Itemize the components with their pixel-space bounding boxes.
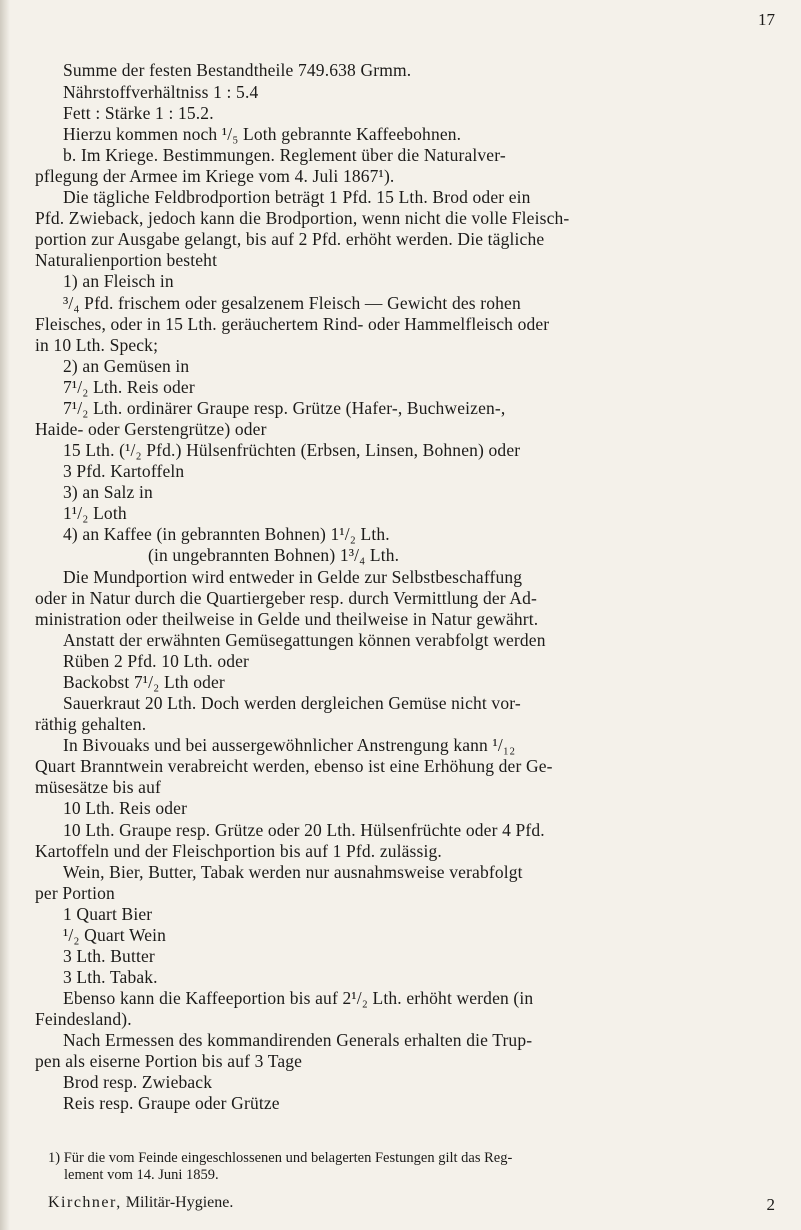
text-line: pen als eiserne Portion bis auf 3 Tage: [35, 1051, 303, 1071]
text-line: 2) an Gemüsen in: [63, 356, 190, 376]
text-line: Sauerkraut 20 Lth. Doch werden dergleichen Gemüse nicht vor-: [63, 693, 521, 713]
footnote-line: 1) Für die vom Feinde eingeschlossenen und belagerten Festungen gilt das Reg-: [48, 1150, 513, 1166]
text-line: Nach Ermessen des kommandirenden Generals erhalten die Trup-: [63, 1030, 533, 1050]
text-line: 10 Lth. Graupe resp. Grütze oder 20 Lth. Hülsenfrüchte oder 4 Pfd.: [63, 820, 545, 840]
text-line: ministration oder theilweise in Gelde und theilweise in Natur gewährt.: [35, 609, 539, 629]
text-line: Rüben 2 Pfd. 10 Lth. oder: [63, 651, 250, 671]
text-line: 4) an Kaffee (in gebrannten Bohnen) 1¹/₂ Lth.: [63, 524, 390, 544]
text-line: 10 Lth. Reis oder: [63, 798, 188, 818]
signature-line: [48, 1195, 233, 1211]
text-line: 3 Pfd. Kartoffeln: [63, 461, 185, 481]
text-line: portion zur Ausgabe gelangt, bis auf 2 Pfd. erhöht werden. Die tägliche: [35, 229, 545, 249]
text-line: in 10 Lth. Speck;: [35, 335, 159, 355]
text-line: pflegung der Armee im Kriege vom 4. Juli 1867¹).: [35, 166, 395, 186]
text-line: ¹/₂ Quart Wein: [63, 925, 167, 945]
page-number: 17: [758, 10, 775, 29]
text-line: ³/₄ Pfd. frischem oder gesalzenem Fleisch — Gewicht des rohen: [63, 293, 521, 313]
signature-number: 2: [766, 1195, 775, 1214]
text-line: Feindesland).: [35, 1009, 132, 1029]
text-line: Haide- oder Gerstengrütze) oder: [35, 419, 267, 439]
text-line: Brod resp. Zwieback: [63, 1072, 213, 1092]
text-line: Die tägliche Feldbrodportion beträgt 1 Pfd. 15 Lth. Brod oder ein: [63, 187, 531, 207]
text-line: 1 Quart Bier: [63, 904, 153, 924]
text-line: Quart Branntwein verabreicht werden, ebenso ist eine Erhöhung der Ge-: [35, 756, 553, 776]
text-line: Anstatt der erwähnten Gemüsegattungen können verabfolgt werden: [63, 630, 546, 650]
page-edge-shadow: [0, 0, 10, 1230]
text-line: Fleisches, oder in 15 Lth. geräuchertem Rind- oder Hammelfleisch oder: [35, 314, 550, 334]
text-line: Hierzu kommen noch ¹/₅ Loth gebrannte Kaffeebohnen.: [63, 124, 462, 144]
text-line: oder in Natur durch die Quartiergeber resp. durch Vermittlung der Ad-: [35, 588, 537, 608]
text-line: (in ungebrannten Bohnen) 1³/₄ Lth.: [148, 545, 400, 565]
text-line: Backobst 7¹/₂ Lth oder: [63, 672, 225, 692]
text-line: 1) an Fleisch in: [63, 271, 174, 291]
text-line: Kartoffeln und der Fleischportion bis auf 1 Pfd. zulässig.: [35, 841, 442, 861]
text-line: 7¹/₂ Lth. Reis oder: [63, 377, 195, 397]
text-line: 1¹/₂ Loth: [63, 503, 127, 523]
text-line: 3 Lth. Tabak.: [63, 967, 158, 987]
text-line: Reis resp. Graupe oder Grütze: [63, 1093, 280, 1113]
text-line: 7¹/₂ Lth. ordinärer Graupe resp. Grütze (Hafer-, Buchweizen-,: [63, 398, 506, 418]
text-line: räthig gehalten.: [35, 714, 147, 734]
footnote-line: lement vom 14. Juni 1859.: [64, 1167, 219, 1183]
text-line: 3) an Salz in: [63, 482, 153, 502]
text-line: Fett : Stärke 1 : 15.2.: [63, 103, 214, 123]
text-line: Wein, Bier, Butter, Tabak werden nur ausnahmsweise verabfolgt: [63, 862, 523, 882]
text-line: 15 Lth. (¹/₂ Pfd.) Hülsenfrüchten (Erbsen, Linsen, Bohnen) oder: [63, 440, 521, 460]
text-line: Naturalienportion besteht: [35, 250, 218, 270]
text-line: In Bivouaks und bei aussergewöhnlicher Anstrengung kann ¹/₁₂: [63, 735, 516, 755]
text-line: 3 Lth. Butter: [63, 946, 155, 966]
text-line: Ebenso kann die Kaffeeportion bis auf 2¹/₂ Lth. erhöht werden (in: [63, 988, 534, 1008]
text-line: müsesätze bis auf: [35, 777, 161, 797]
text-line: per Portion: [35, 883, 115, 903]
text-line: Pfd. Zwieback, jedoch kann die Brodportion, wenn nicht die volle Fleisch-: [35, 208, 570, 228]
text-line: Die Mundportion wird entweder in Gelde zur Selbstbeschaffung: [63, 567, 523, 587]
signature-author: Kirchner,: [48, 1194, 122, 1211]
text-line: b. Im Kriege. Bestimmungen. Reglement über die Naturalver-: [63, 145, 506, 165]
signature-title: Militär-Hygiene.: [125, 1194, 234, 1211]
text-line: Nährstoffverhältniss 1 : 5.4: [63, 82, 259, 102]
text-line: Summe der festen Bestandtheile 749.638 Grmm.: [63, 60, 412, 80]
